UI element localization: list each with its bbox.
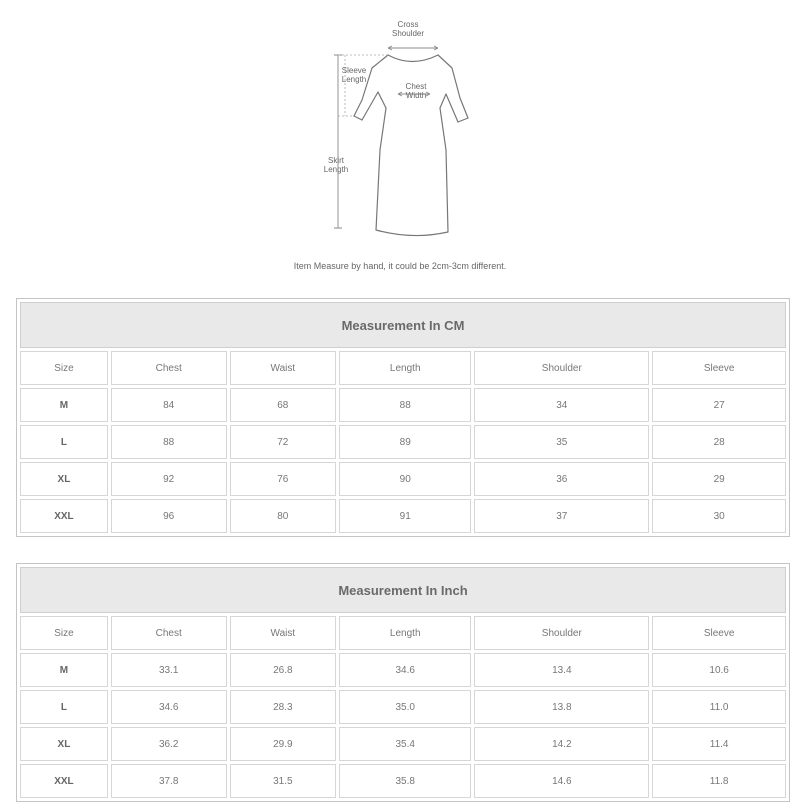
table-title: Measurement In Inch (20, 567, 786, 613)
header-chest: Chest (111, 351, 227, 385)
skirt-length-label: Skirt Length (323, 156, 349, 174)
cell-chest: 37.8 (111, 764, 227, 798)
cell-size: XL (20, 462, 108, 496)
cell-waist: 31.5 (230, 764, 337, 798)
cell-chest: 88 (111, 425, 227, 459)
cell-waist: 68 (230, 388, 337, 422)
header-waist: Waist (230, 616, 337, 650)
header-length: Length (339, 616, 471, 650)
header-chest: Chest (111, 616, 227, 650)
cell-length: 35.4 (339, 727, 471, 761)
cell-length: 91 (339, 499, 471, 533)
table-header-row (20, 616, 786, 650)
table-row (20, 764, 786, 798)
table-row (20, 690, 786, 724)
header-waist: Waist (230, 351, 337, 385)
cell-shoulder: 34 (474, 388, 649, 422)
cell-sleeve: 11.4 (652, 727, 786, 761)
chest-width-label: Chest Width (405, 82, 427, 100)
cell-chest: 33.1 (111, 653, 227, 687)
table-row (20, 425, 786, 459)
cell-waist: 28.3 (230, 690, 337, 724)
cell-sleeve: 10.6 (652, 653, 786, 687)
table-row (20, 653, 786, 687)
cell-chest: 84 (111, 388, 227, 422)
header-size: Size (20, 616, 108, 650)
cell-sleeve: 30 (652, 499, 786, 533)
dress-measurement-diagram (0, 0, 800, 290)
cell-size: L (20, 425, 108, 459)
cell-shoulder: 14.6 (474, 764, 649, 798)
header-length: Length (339, 351, 471, 385)
table-row (20, 499, 786, 533)
cell-length: 34.6 (339, 653, 471, 687)
sleeve-length-label: Sleeve Length (341, 66, 367, 84)
cell-shoulder: 13.4 (474, 653, 649, 687)
cell-shoulder: 14.2 (474, 727, 649, 761)
dress-outline (0, 0, 800, 260)
cell-size: M (20, 388, 108, 422)
cell-shoulder: 37 (474, 499, 649, 533)
cell-size: XL (20, 727, 108, 761)
cell-waist: 80 (230, 499, 337, 533)
header-size: Size (20, 351, 108, 385)
cell-size: L (20, 690, 108, 724)
cell-shoulder: 35 (474, 425, 649, 459)
table-title: Measurement In CM (20, 302, 786, 348)
measurement-note: Item Measure by hand, it could be 2cm-3cm different. (293, 261, 507, 271)
cell-length: 89 (339, 425, 471, 459)
cell-sleeve: 11.0 (652, 690, 786, 724)
cell-chest: 92 (111, 462, 227, 496)
cell-chest: 96 (111, 499, 227, 533)
cross-shoulder-label: Cross Shoulder (391, 20, 425, 38)
cell-chest: 34.6 (111, 690, 227, 724)
header-shoulder: Shoulder (474, 616, 649, 650)
size-table-inch (16, 563, 790, 802)
cell-size: M (20, 653, 108, 687)
cell-shoulder: 13.8 (474, 690, 649, 724)
cell-sleeve: 28 (652, 425, 786, 459)
cell-sleeve: 27 (652, 388, 786, 422)
cell-length: 35.0 (339, 690, 471, 724)
cell-waist: 26.8 (230, 653, 337, 687)
table-row (20, 388, 786, 422)
cell-size: XXL (20, 499, 108, 533)
table-row (20, 462, 786, 496)
cell-length: 88 (339, 388, 471, 422)
table-row (20, 727, 786, 761)
size-table-cm (16, 298, 790, 537)
cell-length: 90 (339, 462, 471, 496)
cell-waist: 29.9 (230, 727, 337, 761)
header-sleeve: Sleeve (652, 351, 786, 385)
table-header-row (20, 351, 786, 385)
cell-shoulder: 36 (474, 462, 649, 496)
cell-waist: 76 (230, 462, 337, 496)
cell-size: XXL (20, 764, 108, 798)
cell-sleeve: 11.8 (652, 764, 786, 798)
header-sleeve: Sleeve (652, 616, 786, 650)
cell-waist: 72 (230, 425, 337, 459)
cell-length: 35.8 (339, 764, 471, 798)
header-shoulder: Shoulder (474, 351, 649, 385)
cell-chest: 36.2 (111, 727, 227, 761)
cell-sleeve: 29 (652, 462, 786, 496)
